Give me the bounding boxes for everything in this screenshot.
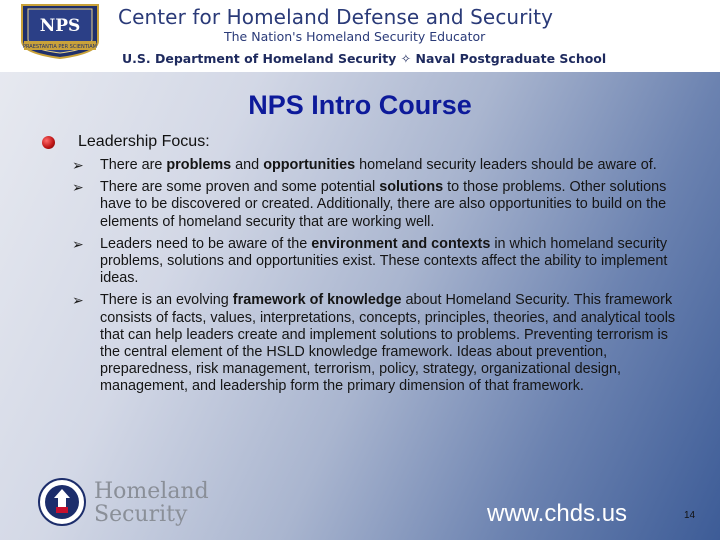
emphasis-text: environment and contexts xyxy=(311,235,491,252)
red-sphere-bullet-icon xyxy=(42,136,55,149)
subpoint xyxy=(72,179,682,231)
dhs-seal-icon xyxy=(38,478,86,526)
nps-shield-icon xyxy=(16,3,104,59)
page-number: 14 xyxy=(684,510,696,521)
focus-label: Leadership Focus: xyxy=(78,133,210,150)
body-text: There are some proven and some potential xyxy=(100,179,380,196)
arrow-bullet-icon: ➢ xyxy=(72,292,84,309)
body-text: Leaders need to be aware of the xyxy=(100,235,312,252)
subpoint xyxy=(72,292,682,395)
arrow-bullet-icon: ➢ xyxy=(72,157,84,173)
homeland-security-wordmark: Homeland Security xyxy=(94,479,209,527)
emphasis-text: solutions xyxy=(379,179,444,196)
subpoint xyxy=(72,157,682,174)
emphasis-text: opportunities xyxy=(263,157,356,173)
emphasis-text: problems xyxy=(166,157,232,173)
header-banner xyxy=(0,0,720,72)
svg-text:NPS: NPS xyxy=(39,16,81,36)
subpoint-list xyxy=(72,157,682,401)
body-text: There is an evolving xyxy=(100,292,233,309)
body-text: about Homeland Security. This framework consists of facts, values, interpretations, concepts, principles, theories, and analytical tools that can help leaders create and implement solutions to problems. Preventing terrorism is the central element of the HSLD knowledge framework. Ideas about prevention, preparedness, risk management, terrorism, policy, strategy, organizational design, management, and leadership form the primary dimension of that framework. xyxy=(100,292,676,395)
arrow-bullet-icon: ➢ xyxy=(72,235,84,252)
body-text: homeland security leaders should be aware of. xyxy=(355,157,657,173)
arrow-bullet-icon: ➢ xyxy=(72,179,84,196)
body-text: and xyxy=(231,157,264,173)
footer-url[interactable]: www.chds.us xyxy=(487,500,628,527)
body-text: in which homeland security problems, solutions and opportunities exist. These contexts affect the ability to implement ideas. xyxy=(100,235,668,287)
body-text: There are xyxy=(100,157,167,173)
center-title: Center for Homeland Defense and Security xyxy=(118,5,554,29)
dhs-nps-line: U.S. Department of Homeland Security ✧ Naval Postgraduate School xyxy=(122,51,607,66)
svg-text:PRAESTANTIA PER SCIENTIAM: PRAESTANTIA PER SCIENTIAM xyxy=(23,44,97,50)
center-subtitle: The Nation's Homeland Security Educator xyxy=(224,29,486,44)
body-text: to those problems. Other solutions have to be discovered or created. Additionally, there are also opportunities to build on the elements of homeland security that are working well. xyxy=(100,179,667,230)
subpoint xyxy=(72,236,682,288)
slide-title: NPS Intro Course xyxy=(248,90,472,120)
emphasis-text: framework of knowledge xyxy=(232,292,402,309)
